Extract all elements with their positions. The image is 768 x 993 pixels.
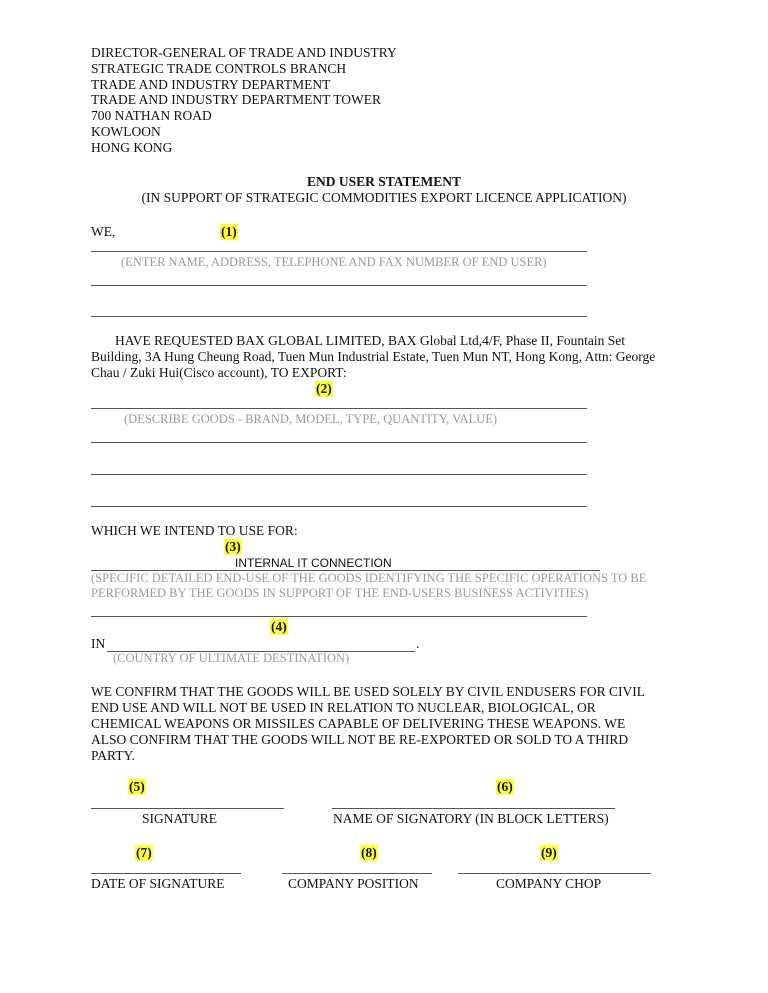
end-user-line-3[interactable]: [91, 316, 587, 317]
goods-hint: (DESCRIBE GOODS - BRAND, MODEL, TYPE, QUANTITY, VALUE): [124, 412, 498, 426]
position-line[interactable]: [282, 873, 432, 874]
field-marker-1: (1): [221, 224, 237, 239]
goods-line-3[interactable]: [91, 474, 587, 475]
we-label: WE,: [91, 224, 116, 239]
chop-line[interactable]: [458, 873, 651, 874]
confirmation-line: ALSO CONFIRM THAT THE GOODS WILL NOT BE RE-EXPORTED OR SOLD TO A THIRD: [91, 732, 629, 747]
use-label: WHICH WE INTEND TO USE FOR:: [91, 523, 298, 538]
confirmation-text: [91, 684, 645, 764]
export-text-line: Building, 3A Hung Cheung Road, Tuen Mun Industrial Estate, Tuen Mun NT, Hong Kong, Attn: George: [91, 349, 656, 364]
date-line[interactable]: [91, 873, 241, 874]
export-text-line: Chau / Zuki Hui(Cisco account), TO EXPORT:: [91, 365, 347, 380]
chop-label: COMPANY CHOP: [496, 876, 602, 891]
end-user-hint: (ENTER NAME, ADDRESS, TELEPHONE AND FAX NUMBER OF END USER): [121, 255, 547, 269]
end-use-hint: PERFORMED BY THE GOODS IN SUPPORT OF THE END-USERS BUSINESS ACTIVITIES): [91, 586, 589, 600]
field-marker-5: (5): [129, 779, 145, 794]
address-line: TRADE AND INDUSTRY DEPARTMENT: [91, 76, 331, 92]
signatory-name-line[interactable]: [332, 808, 615, 809]
page-title: END USER STATEMENT: [306, 174, 462, 189]
export-text-line: HAVE REQUESTED BAX GLOBAL LIMITED, BAX Global Ltd,4/F, Phase II, Fountain Set: [115, 333, 626, 348]
address-line: TRADE AND INDUSTRY DEPARTMENT TOWER: [91, 92, 381, 108]
goods-line-1[interactable]: [91, 408, 587, 409]
field-marker-2: (2): [316, 381, 332, 396]
signature-line[interactable]: [91, 808, 284, 809]
field-marker-9: (9): [541, 845, 557, 860]
recipient-address: [91, 45, 397, 156]
end-use-line-2[interactable]: [91, 616, 587, 617]
address-line: KOWLOON: [91, 123, 161, 139]
page-subtitle: (IN SUPPORT OF STRATEGIC COMMODITIES EXPORT LICENCE APPLICATION): [141, 190, 627, 205]
address-line: STRATEGIC TRADE CONTROLS BRANCH: [91, 60, 347, 76]
address-line: HONG KONG: [91, 139, 173, 155]
end-use-hint: (SPECIFIC DETAILED END-USE OF THE GOODS IDENTIFYING THE SPECIFIC OPERATIONS TO BE: [91, 571, 647, 585]
position-label: COMPANY POSITION: [288, 876, 419, 891]
goods-line-2[interactable]: [91, 442, 587, 443]
confirmation-line: WE CONFIRM THAT THE GOODS WILL BE USED SOLELY BY CIVIL ENDUSERS FOR CIVIL: [91, 684, 646, 699]
end-user-line-2[interactable]: [91, 285, 587, 286]
confirmation-line: CHEMICAL WEAPONS OR MISSILES CAPABLE OF DELIVERING THESE WEAPONS. WE: [91, 716, 626, 731]
field-marker-6: (6): [497, 779, 513, 794]
end-use-value[interactable]: INTERNAL IT CONNECTION: [235, 556, 392, 570]
confirmation-line: PARTY.: [91, 748, 135, 763]
country-period: .: [416, 636, 420, 651]
country-hint: (COUNTRY OF ULTIMATE DESTINATION): [113, 651, 350, 665]
goods-line-4[interactable]: [91, 506, 587, 507]
country-label: IN: [91, 636, 106, 651]
date-label: DATE OF SIGNATURE: [91, 876, 225, 891]
signatory-name-label: NAME OF SIGNATORY (IN BLOCK LETTERS): [333, 811, 609, 826]
address-line: 700 NATHAN ROAD: [91, 108, 212, 124]
signature-label: SIGNATURE: [142, 811, 218, 826]
end-user-line-1[interactable]: [91, 251, 587, 252]
field-marker-7: (7): [136, 845, 152, 860]
field-marker-4: (4): [271, 619, 287, 634]
address-line: DIRECTOR-GENERAL OF TRADE AND INDUSTRY: [91, 45, 397, 60]
field-marker-3: (3): [225, 539, 241, 554]
confirmation-line: END USE AND WILL NOT BE USED IN RELATION TO NUCLEAR, BIOLOGICAL, OR: [91, 700, 596, 715]
field-marker-8: (8): [361, 845, 377, 860]
